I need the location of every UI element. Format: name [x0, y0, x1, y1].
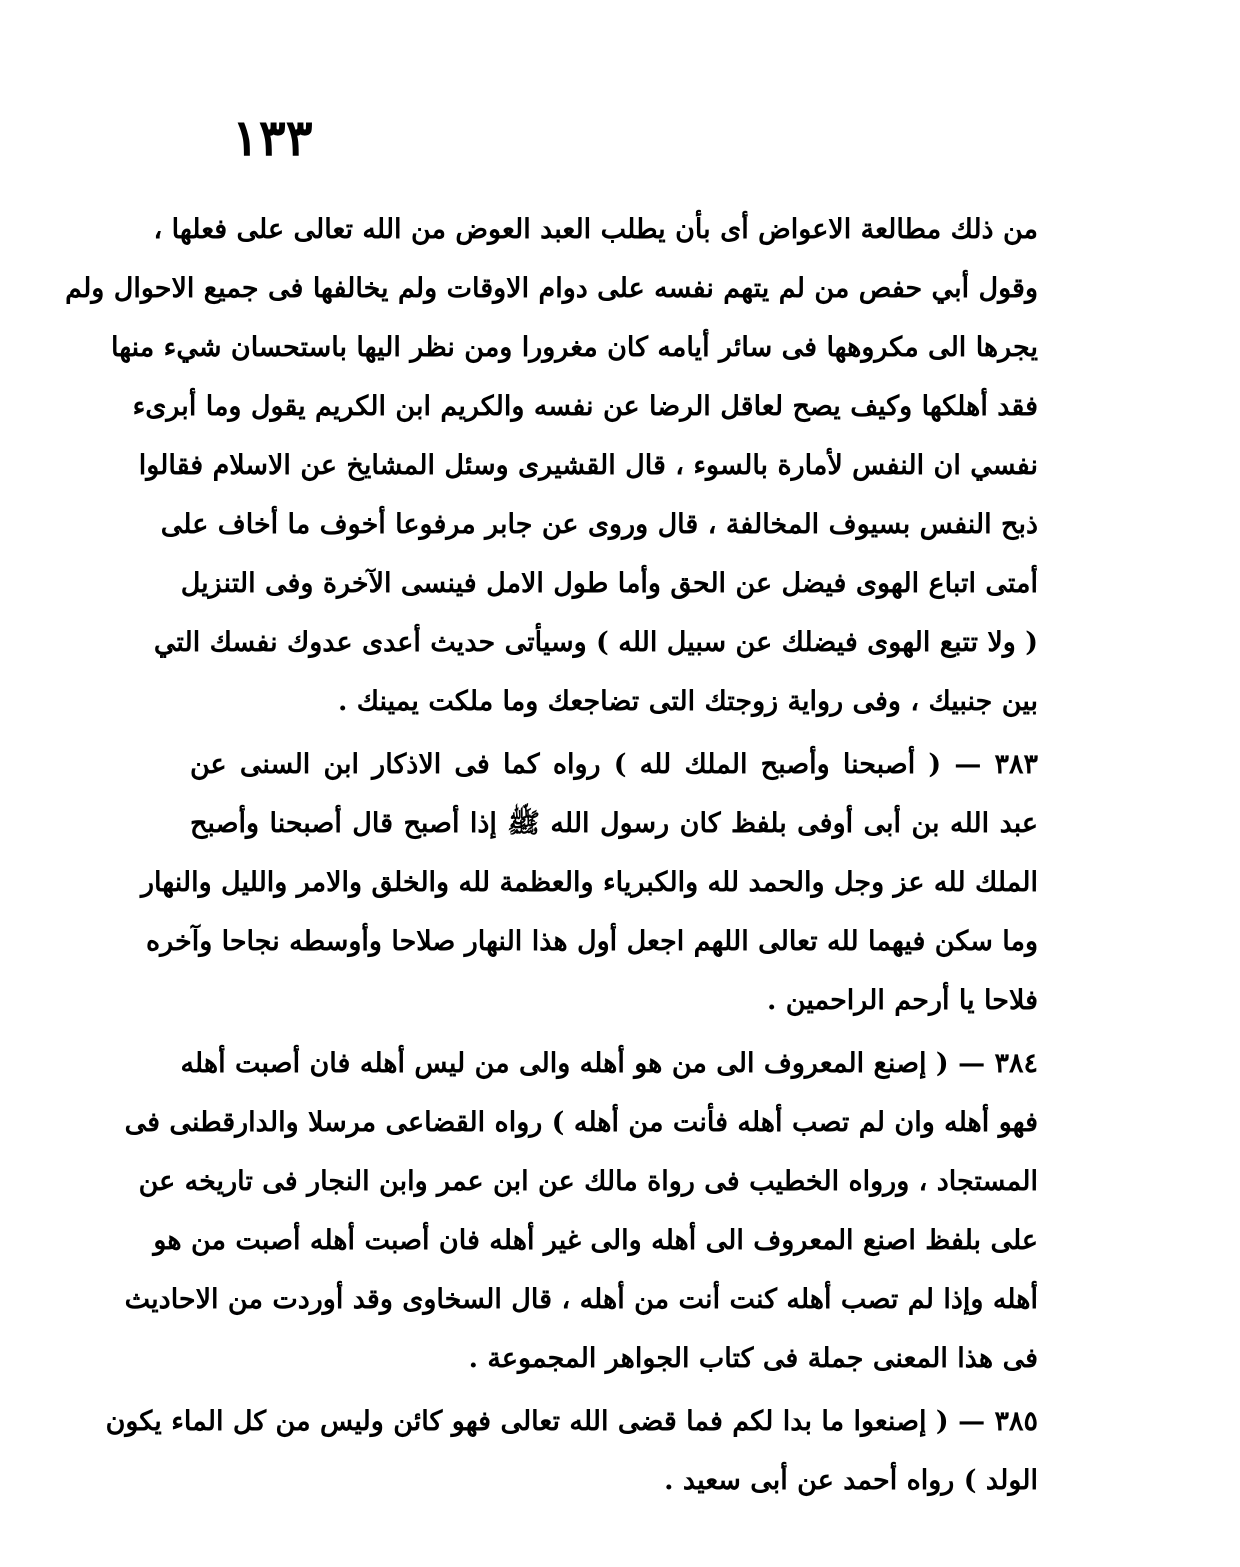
- text-line: فهو أهله وان لم تصب أهله فأنت من أهله ) رواه القضاعى مرسلا والدارقطنى فى: [124, 1107, 1038, 1138]
- text-line: الولد ) رواه أحمد عن أبى سعيد .: [664, 1465, 1038, 1496]
- page-number: ١٣٣: [232, 108, 313, 167]
- text-line: فلاحا يا أرحم الراحمين .: [766, 985, 1038, 1016]
- entry-384-line: ٣٨٤ — ( إصنع المعروف الى من هو أهله والى من ليس أهله فان أصبت أهله: [180, 1048, 1038, 1079]
- text-line: الملك لله عز وجل والحمد لله والكبرياء والعظمة لله والخلق والامر والليل والنهار: [141, 867, 1038, 898]
- text-line: نفسي ان النفس لأمارة بالسوء ، قال القشيرى وسئل المشايخ عن الاسلام فقالوا: [138, 450, 1038, 481]
- entry-385-line: ٣٨٥ — ( إصنعوا ما بدا لكم فما قضى الله تعالى فهو كائن وليس من كل الماء يكون: [105, 1406, 1038, 1437]
- text-line: فقد أهلكها وكيف يصح لعاقل الرضا عن نفسه والكريم ابن الكريم يقول وما أبرىء: [132, 391, 1038, 422]
- text-line: يجرها الى مكروهها فى سائر أيامه كان مغرورا ومن نظر اليها باستحسان شيء منها: [110, 332, 1038, 363]
- text-line: على بلفظ اصنع المعروف الى أهله والى غير أهله فان أصبت أهله أصبت من هو: [153, 1225, 1038, 1256]
- text-line: ذبح النفس بسيوف المخالفة ، قال وروى عن جابر مرفوعا أخوف ما أخاف على: [160, 509, 1038, 540]
- entry-383-line: ٣٨٣ — ( أصبحنا وأصبح الملك لله ) رواه كما فى الاذكار ابن السنى عن: [190, 749, 1038, 780]
- text-line: أمتى اتباع الهوى فيضل عن الحق وأما طول الامل فينسى الآخرة وفى التنزيل: [180, 568, 1038, 599]
- text-line: أهله وإذا لم تصب أهله كنت أنت من أهله ، قال السخاوى وقد أوردت من الاحاديث: [124, 1284, 1038, 1315]
- text-line: وما سكن فيهما لله تعالى اللهم اجعل أول هذا النهار صلاحا وأوسطه نجاحا وآخره: [145, 926, 1038, 957]
- text-line: وقول أبي حفص من لم يتهم نفسه على دوام الاوقات ولم يخالفها فى جميع الاحوال ولم: [65, 273, 1038, 304]
- text-line: عبد الله بن أبى أوفى بلفظ كان رسول الله ﷺ إذا أصبح قال أصبحنا وأصبح: [190, 808, 1038, 839]
- text-line: المستجاد ، ورواه الخطيب فى رواة مالك عن ابن عمر وابن النجار فى تاريخه عن: [138, 1166, 1038, 1197]
- text-line: ( ولا تتبع الهوى فيضلك عن سبيل الله ) وسيأتى حديث أعدى عدوك نفسك التي: [153, 627, 1038, 658]
- text-line: من ذلك مطالعة الاعواض أى بأن يطلب العبد العوض من الله تعالى على فعلها ،: [153, 214, 1038, 245]
- text-line: فى هذا المعنى جملة فى كتاب الجواهر المجموعة .: [468, 1343, 1038, 1374]
- text-line: بين جنبيك ، وفى رواية زوجتك التى تضاجعك وما ملكت يمينك .: [337, 686, 1038, 717]
- body-text: [65, 200, 1038, 1510]
